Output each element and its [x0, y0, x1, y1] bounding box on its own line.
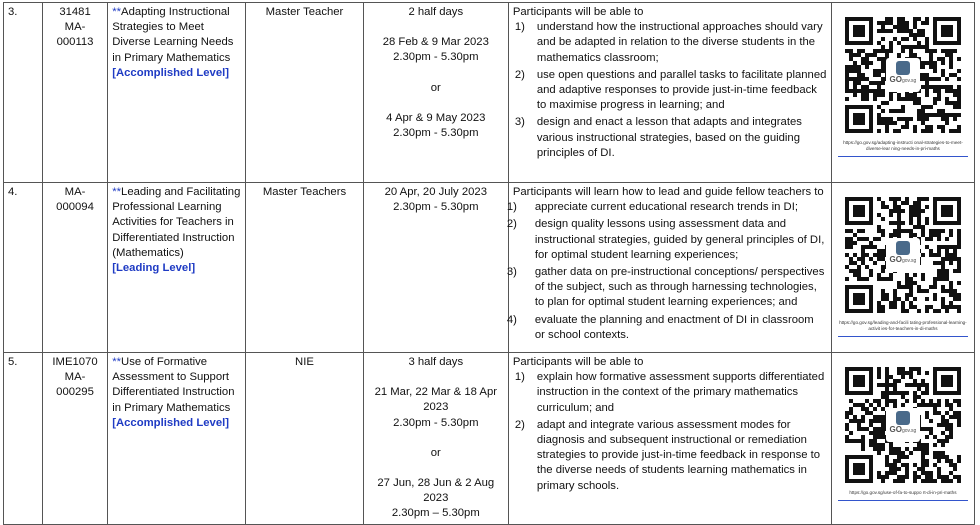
course-table	[3, 2, 975, 525]
course-title: Adapting Instructional Strategies to Meet Diverse Learning Needs in Primary Mathematics	[112, 6, 234, 64]
date-spacer	[368, 370, 504, 385]
row-number: 5.	[4, 353, 43, 525]
date-line: 28 Feb & 9 Mar 2023	[382, 36, 489, 49]
objective-text: design quality lessons using assessment data and instructional strategies, guided by general principles of DI, for optimal student learning experiences;	[534, 218, 825, 261]
title-prefix: **	[112, 186, 122, 198]
objective-number: 2)	[506, 218, 517, 231]
date-spacer	[368, 66, 504, 81]
provider: Master Teacher	[246, 3, 364, 183]
objective-number: 4)	[506, 313, 517, 326]
objective-text: design and enact a lesson that adapts and integrates various instructional strategies, based on the guiding principles of DI.	[536, 116, 802, 159]
objectives-list	[513, 370, 827, 494]
objective-text: understand how the instructional approaches should vary and be adapted in relation to the diverse students in the mathematics classroom;	[536, 21, 823, 64]
objective-item	[506, 313, 827, 343]
date-line: 2.30pm – 5.30pm	[391, 507, 480, 520]
date-line: 2023	[423, 401, 449, 414]
course-title-cell	[108, 3, 246, 183]
course-codes	[42, 3, 107, 183]
date-line: 2023	[423, 492, 449, 505]
objectives-cell	[508, 3, 831, 183]
course-dates	[363, 353, 508, 525]
objectives-cell	[508, 183, 831, 353]
course-level: [Accomplished Level]	[112, 416, 229, 429]
objectives-intro: Participants will be able to	[512, 6, 644, 18]
qr-url[interactable]: https://go.gov.sg/leading-and-facili tating-professional-learning-activit ies-for-teachers-in-di-maths	[839, 320, 967, 332]
provider: Master Teachers	[246, 183, 364, 353]
objective-text: explain how formative assessment supports differentiated instruction in the context of the primary mathematics curriculum; and	[536, 371, 825, 414]
title-prefix: **	[112, 356, 122, 368]
objective-item	[513, 68, 827, 114]
course-dates	[363, 3, 508, 183]
date-spacer	[368, 431, 504, 446]
course-code: IME1070	[52, 356, 98, 368]
objectives-list	[513, 20, 827, 161]
course-title-cell	[108, 353, 246, 525]
objectives-list	[506, 200, 827, 343]
title-prefix: **	[112, 6, 122, 18]
objective-item	[506, 265, 827, 311]
objective-text: gather data on pre-instructional conceptions/ perspectives of the subject, such as through harnessing technologies, to plan for optimal student learning experiences; and	[534, 266, 825, 309]
go-badge-text: GO	[889, 255, 902, 264]
course-title: Use of Formative Assessment to Support Differentiated Instruction in Primary Mathematics	[112, 356, 235, 414]
qr-cell[interactable]	[831, 3, 974, 183]
date-line: 2.30pm - 5.30pm	[393, 127, 479, 140]
date-line: 2 half days	[408, 6, 464, 18]
objectives-cell	[508, 353, 831, 525]
objective-number: 3)	[514, 116, 525, 129]
go-badge-text: GO	[889, 75, 902, 84]
objective-item	[513, 418, 827, 494]
qr-cell[interactable]	[831, 183, 974, 353]
date-spacer	[368, 20, 504, 35]
provider: NIE	[246, 353, 364, 525]
objective-number: 1)	[506, 201, 517, 214]
date-line: or	[430, 81, 441, 94]
objectives-intro: Participants will learn how to lead and guide fellow teachers to	[512, 186, 824, 198]
date-line: 2.30pm - 5.30pm	[393, 51, 479, 64]
row-number: 3.	[4, 3, 43, 183]
course-level: [Accomplished Level]	[112, 66, 229, 79]
date-line: 2.30pm - 5.30pm	[393, 416, 479, 429]
date-spacer	[368, 461, 504, 476]
gov-go-logo	[886, 238, 920, 272]
gov-go-logo	[886, 58, 920, 92]
qr-url[interactable]: https://go.gov.sg/use-of-fa-to-suppo rt-di-in-pri-maths	[849, 490, 957, 496]
date-line: 3 half days	[408, 356, 464, 368]
objective-text: evaluate the planning and enactment of DI in classroom or school contexts.	[534, 313, 814, 341]
gov-go-logo	[886, 408, 920, 442]
course-code: 31481	[59, 6, 91, 18]
course-code: MA-000113	[56, 21, 94, 49]
objectives-intro: Participants will be able to	[512, 356, 644, 368]
objective-number: 1)	[514, 371, 525, 384]
date-line: 2.30pm - 5.30pm	[393, 201, 479, 214]
row-number: 4.	[4, 183, 43, 353]
go-badge-text: GO	[889, 425, 902, 434]
objective-number: 3)	[506, 266, 517, 279]
course-codes	[42, 183, 107, 353]
qr-underline	[838, 500, 968, 501]
date-line: 20 Apr, 20 July 2023	[384, 186, 487, 198]
date-line: or	[430, 446, 441, 459]
objective-text: use open questions and parallel tasks to facilitate planned and adaptive responses to provide just-in-time feedback to maximise progress in learning; and	[536, 68, 827, 112]
course-code: MA-000094	[56, 186, 94, 214]
objective-item	[506, 217, 827, 263]
objective-item	[513, 20, 827, 66]
objective-number: 1)	[514, 21, 525, 34]
date-spacer	[368, 96, 504, 111]
objective-number: 2)	[514, 418, 525, 431]
qr-underline	[838, 156, 968, 157]
course-dates	[363, 183, 508, 353]
course-row	[4, 353, 975, 525]
qr-url[interactable]: https://go.gov.sg/adapting-instructi onal-strategies-to-meet-diverse-lear ning-needs-in-pri-maths	[843, 140, 963, 152]
qr-cell[interactable]	[831, 353, 974, 525]
go-badge-sub: gov.sg	[901, 428, 917, 434]
go-badge-sub: gov.sg	[901, 78, 917, 84]
date-line: 21 Mar, 22 Mar & 18 Apr	[374, 386, 498, 399]
go-badge-sub: gov.sg	[901, 258, 917, 264]
objective-item	[513, 115, 827, 161]
objective-item	[513, 370, 827, 416]
objective-text: appreciate current educational research trends in DI;	[534, 201, 798, 214]
objective-text: adapt and integrate various assessment modes for diagnosis and subsequent instructional or remediation strategies to provide just-in-time feedback in response to the diverse needs of students learning mathematics in primary schools.	[536, 418, 821, 492]
course-level: [Leading Level]	[112, 262, 196, 275]
date-line: 27 Jun, 28 Jun & 2 Aug	[377, 477, 495, 490]
course-title: Leading and Facilitating Professional Learning Activities for Teachers in Differentiated Instruction (Mathematics)	[112, 186, 241, 259]
objective-number: 2)	[514, 68, 525, 81]
course-row	[4, 183, 975, 353]
course-code: MA-000295	[56, 371, 94, 399]
date-line: 4 Apr & 9 May 2023	[386, 111, 486, 124]
qr-underline	[838, 336, 968, 337]
course-title-cell	[108, 183, 246, 353]
objective-item	[506, 200, 827, 215]
course-codes	[42, 353, 107, 525]
course-row	[4, 3, 975, 183]
